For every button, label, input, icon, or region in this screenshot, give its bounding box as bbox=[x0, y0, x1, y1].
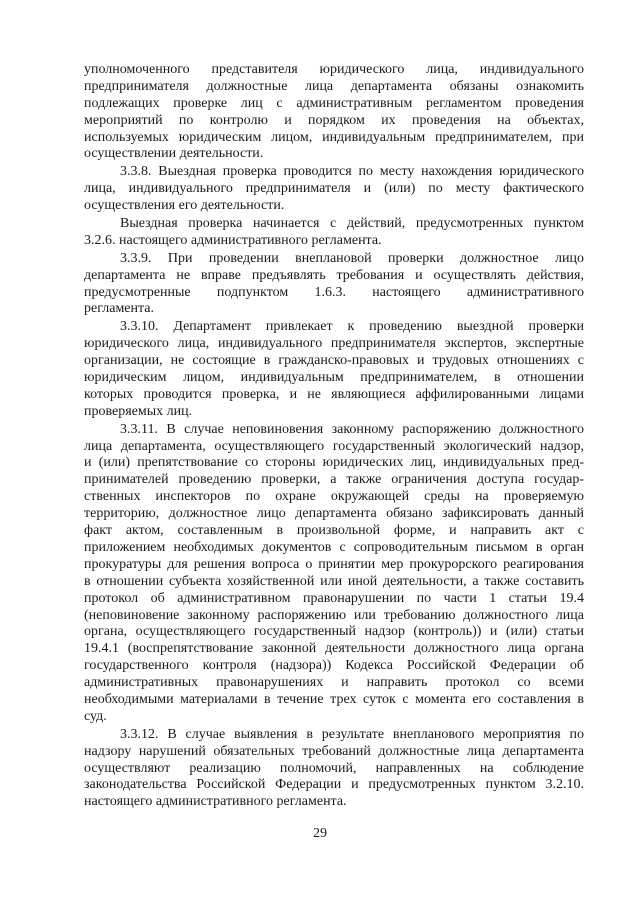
text-line: лица департамента, осуществляющего государственный экологический надзор, bbox=[84, 438, 584, 454]
text-line: приложением необходимых документов с сопроводительным письмом в орган bbox=[84, 539, 584, 555]
text-line: используемых юридическим лицом, индивидуальным предпринимателем, при bbox=[84, 129, 584, 145]
text-line: надзору нарушений обязательных требований должностные лица департамента bbox=[84, 743, 584, 759]
text-line: принимателей проведению проверки, а также ограничения доступа государ- bbox=[84, 472, 584, 488]
paragraph-p-3-3-12 bbox=[84, 727, 584, 811]
text-line: законодательства Российской Федерации и предусмотренных пунктом 3.2.10. bbox=[84, 777, 584, 793]
document-body bbox=[84, 62, 584, 812]
text-line: органа, осуществляющего государственный надзор (контроль)) и (или) статьи bbox=[84, 624, 584, 640]
text-line: 3.3.11. В случае неповиновения законному распоряжению должностного bbox=[120, 421, 584, 437]
text-line: предусмотренные подпунктом 1.6.3. настоящего административного bbox=[84, 284, 584, 300]
text-line: 19.4.1 (воспрепятствование законной деятельности должностного лица органа bbox=[84, 641, 584, 657]
paragraph-p-3-3-9 bbox=[84, 251, 584, 319]
text-line: юридического лица, индивидуального предпринимателя экспертов, экспертные bbox=[84, 336, 584, 352]
text-line: проверяемых лиц. bbox=[84, 403, 193, 419]
text-line: подлежащих проверке лиц с административным регламентом проведения bbox=[84, 95, 584, 111]
paragraph-p-3-3-8 bbox=[84, 164, 584, 215]
text-line: департамента не вправе предъявлять требования и осуществлять действия, bbox=[84, 267, 584, 283]
text-line: необходимыми материалами в течение трех суток с момента его составления в bbox=[84, 691, 584, 707]
text-line: протокол об административном правонарушении по части 1 статьи 19.4 bbox=[84, 590, 584, 606]
text-line: (неповиновение законному распоряжению или требованию должностного лица bbox=[84, 607, 584, 623]
text-line: настоящего административного регламента. bbox=[84, 794, 347, 810]
text-line: 3.3.12. В случае выявления в результате внепланового мероприятия по bbox=[120, 726, 584, 742]
text-line: ственных инспекторов по охране окружающей среды на проверяемую bbox=[84, 489, 584, 505]
text-line: уполномоченного представителя юридического лица, индивидуального bbox=[84, 62, 584, 77]
text-line: юридическим лицом, индивидуальным предпринимателем, в отношении bbox=[84, 370, 584, 386]
paragraph-p-3-3-8b bbox=[84, 216, 584, 250]
text-line: предпринимателя должностные лица департамента обязаны ознакомить bbox=[84, 78, 584, 94]
text-line: административных правонарушениях и направить протокол со всеми bbox=[84, 675, 584, 691]
text-line: 3.3.10. Департамент привлекает к проведению выездной проверки bbox=[120, 319, 584, 335]
text-line: государственного контроля (надзора)) Кодекса Российской Федерации об bbox=[84, 658, 584, 674]
text-line: мероприятий по контролю и порядком их проведения на объектах, bbox=[84, 112, 584, 128]
text-line: осуществления его деятельности. bbox=[84, 198, 285, 214]
text-line: 3.3.8. Выездная проверка проводится по месту нахождения юридического bbox=[120, 164, 584, 180]
text-line: факт актом, составленным в произвольной форме, и направить акт с bbox=[84, 523, 584, 539]
text-line: суд. bbox=[84, 708, 107, 724]
text-line: осуществлении деятельности. bbox=[84, 146, 264, 162]
text-line: прокуратуры для решения вопроса о принятии мер прокурорского реагирования bbox=[84, 556, 584, 572]
text-line: организации, не состоящие в гражданско-правовых и трудовых отношениях с bbox=[84, 353, 584, 369]
page-number: 29 bbox=[313, 826, 327, 841]
text-line: 3.2.6. настоящего административного регламента. bbox=[84, 232, 382, 248]
text-line: Выездная проверка начинается с действий, предусмотренных пунктом bbox=[120, 216, 584, 232]
text-line: и (или) препятствование со стороны юридических лиц, индивидуальных пред- bbox=[84, 455, 584, 471]
paragraph-p-3-3-11 bbox=[84, 422, 584, 726]
text-line: 3.3.9. При проведении внеплановой проверки должностное лицо bbox=[120, 250, 584, 266]
text-line: территорию, должностное лицо департамента обязано зафиксировать данный bbox=[84, 506, 584, 522]
paragraph-p-intro bbox=[84, 62, 584, 163]
text-line: лица, индивидуального предпринимателя и (или) по месту фактического bbox=[84, 181, 584, 197]
text-line: регламента. bbox=[84, 301, 155, 317]
paragraph-p-3-3-10 bbox=[84, 319, 584, 420]
text-line: в отношении субъекта хозяйственной или иной деятельности, а также составить bbox=[84, 573, 584, 589]
text-line: которых проводится проверка, и не являющиеся аффилированными лицами bbox=[84, 386, 584, 402]
text-line: осуществляют реализацию полномочий, направленных на соблюдение bbox=[84, 760, 584, 776]
